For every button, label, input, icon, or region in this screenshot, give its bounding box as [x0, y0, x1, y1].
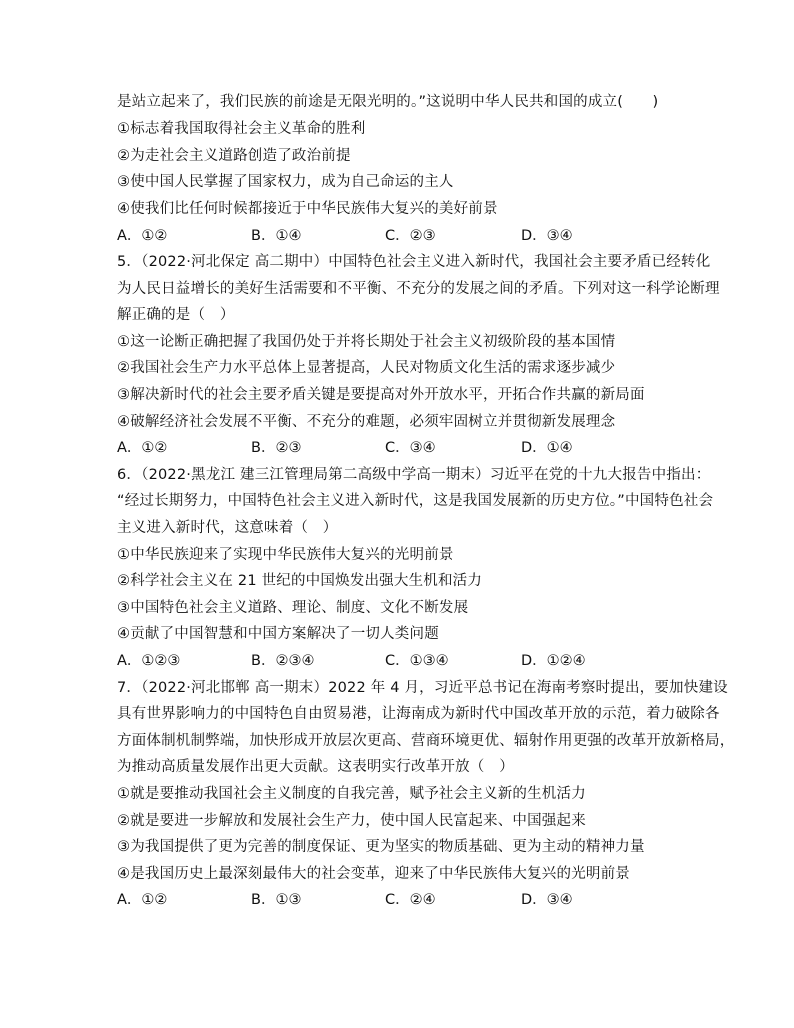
q6-stem-line-1: 6．（2022·黑龙江 建三江管理局第二高级中学高一期末）习近平在党的十九大报告中指出： [117, 467, 711, 483]
q6-stem-line-3: 主义进入新时代，这意味着（ ） [117, 520, 338, 536]
q5-item-2: ②我国社会生产力水平总体上显著提高，人民对物质文化生活的需求逐步减少 [117, 360, 616, 376]
q7-item-1: ①就是要推动我国社会主义制度的自我完善，赋予社会主义新的生机活力 [117, 786, 586, 802]
q7-item-2: ②就是要进一步解放和发展社会生产力，使中国人民富起来、中国强起来 [117, 813, 586, 829]
q5-option-b: B．②③ [251, 440, 302, 456]
q7-item-4: ④是我国历史上最深刻最伟大的社会变革，迎来了中华民族伟大复兴的光明前景 [117, 866, 630, 882]
q5-option-c: C．③④ [385, 440, 436, 456]
q7-options [117, 890, 677, 910]
q5-item-1: ①这一论断正确把握了我国仍处于并将长期处于社会主义初级阶段的基本国情 [117, 334, 616, 350]
q7-stem-line-3: 方面体制机制弊端，加快形成开放层次更高、营商环境更优、辐射作用更强的改革开放新格局， [117, 733, 735, 749]
q6-options [117, 651, 677, 671]
q6-item-4: ④贡献了中国智慧和中国方案解决了一切人类问题 [117, 626, 439, 642]
q6-option-b: B．②③④ [251, 653, 315, 669]
q6-option-c: C．①③④ [385, 653, 449, 669]
q6-item-1: ①中华民族迎来了实现中华民族伟大复兴的光明前景 [117, 547, 454, 563]
q7-stem-line-2: 具有世界影响力的中国特色自由贸易港，让海南成为新时代中国改革开放的示范，着力破除各 [117, 706, 720, 722]
q7-item-3: ③为我国提供了更为完善的制度保证、更为坚实的物质基础、更为主动的精神力量 [117, 839, 645, 855]
q4-item-4: ④使我们比任何时候都接近于中华民族伟大复兴的美好前景 [117, 201, 498, 217]
q5-options [117, 438, 677, 458]
q5-option-d: D．①④ [521, 440, 573, 456]
q4-item-1: ①标志着我国取得社会主义革命的胜利 [117, 121, 366, 137]
q6-option-a: A．①②③ [117, 653, 181, 669]
q7-option-a: A．①② [117, 892, 168, 908]
q4-stem-line: 是站立起来了，我们民族的前途是无限光明的。”这说明中华人民共和国的成立( ) [117, 94, 659, 110]
q7-option-c: C．②④ [385, 892, 436, 908]
q5-item-3: ③解决新时代的社会主要矛盾关键是要提高对外开放水平，开拓合作共赢的新局面 [117, 387, 645, 403]
q4-option-c: C．②③ [385, 228, 436, 244]
q5-stem-line-1: 5．（2022·河北保定 高二期中）中国特色社会主义进入新时代，我国社会主要矛盾已经转化 [117, 254, 711, 270]
q4-option-a: A．①② [117, 228, 168, 244]
q4-item-2: ②为走社会主义道路创造了政治前提 [117, 148, 351, 164]
q7-stem-line-1: 7．（2022·河北邯郸 高一期末）2022 年 4 月，习近平总书记在海南考察时提出，要加快建设 [117, 680, 728, 696]
q7-option-d: D．③④ [521, 892, 573, 908]
q5-stem-line-2: 为人民日益增长的美好生活需要和不平衡、不充分的发展之间的矛盾。下列对这一科学论断理 [117, 281, 720, 297]
q4-option-d: D．③④ [521, 228, 573, 244]
q6-stem-line-2: “经过长期努力，中国特色社会主义进入新时代，这是我国发展新的历史方位。”中国特色社会 [117, 493, 714, 509]
q6-item-2: ②科学社会主义在 21 世纪的中国焕发出强大生机和活力 [117, 573, 483, 589]
q7-option-b: B．①③ [251, 892, 302, 908]
q5-item-4: ④破解经济社会发展不平衡、不充分的难题，必须牢固树立并贯彻新发展理念 [117, 414, 616, 430]
q4-options [117, 226, 677, 246]
q6-option-d: D．①②④ [521, 653, 586, 669]
q7-stem-line-4: 为推动高质量发展作出更大贡献。这表明实行改革开放（ ） [117, 759, 514, 775]
q4-option-b: B．①④ [251, 228, 302, 244]
q5-option-a: A．①② [117, 440, 168, 456]
q4-item-3: ③使中国人民掌握了国家权力，成为自己命运的主人 [117, 174, 454, 190]
q5-stem-line-3: 解正确的是（ ） [117, 307, 235, 323]
q6-item-3: ③中国特色社会主义道路、理论、制度、文化不断发展 [117, 600, 469, 616]
